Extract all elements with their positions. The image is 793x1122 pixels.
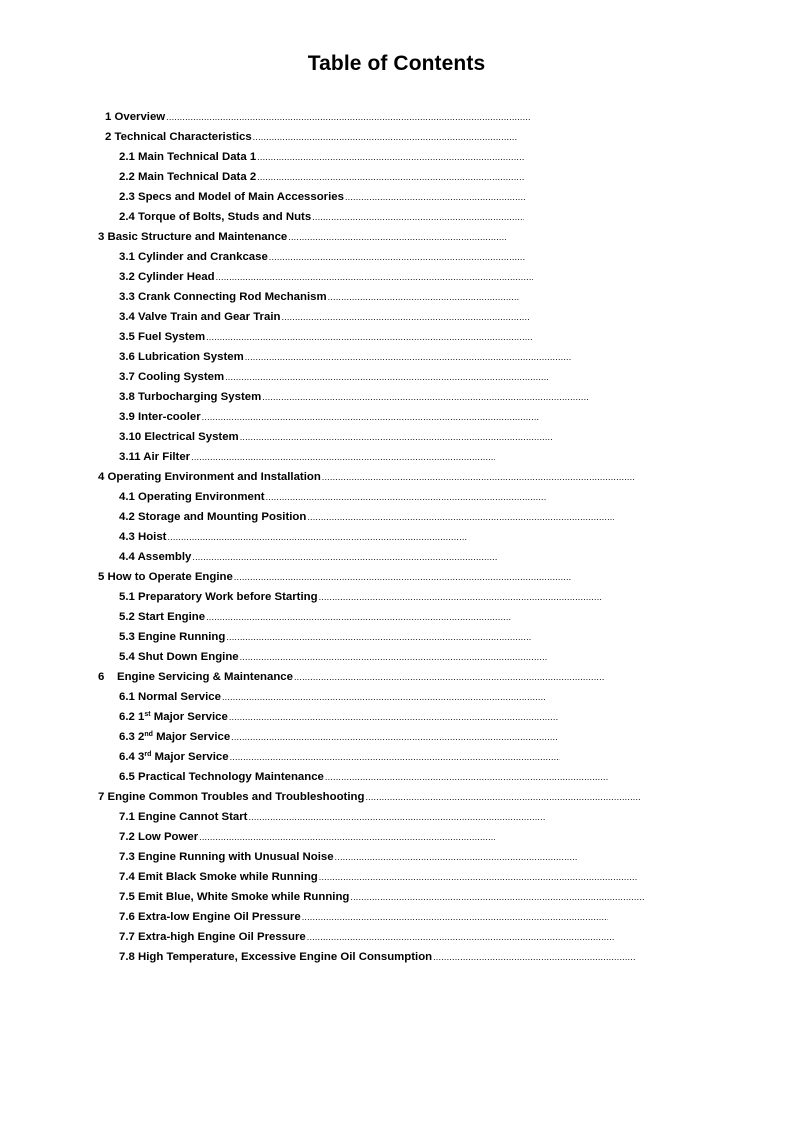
toc-entry[interactable]	[119, 427, 552, 447]
toc-entry-label	[119, 547, 191, 567]
toc-entry-text: 7.4 Emit Black Smoke while Running	[119, 871, 318, 883]
toc-entry-text: 3.8 Turbocharging System	[119, 391, 262, 403]
toc-entry-label	[119, 287, 327, 307]
toc-entry-text: 2.1 Main Technical Data 1	[119, 151, 257, 163]
toc-entry-label	[98, 667, 293, 687]
toc-entry-text: 2.2 Main Technical Data 2	[119, 171, 257, 183]
toc-entry[interactable]	[119, 507, 614, 527]
dot-leader	[245, 347, 571, 367]
toc-entry-label	[119, 827, 198, 847]
toc-entry-text: 2 Technical Characteristics	[105, 131, 252, 143]
dot-leader	[294, 667, 604, 687]
dot-leader	[328, 287, 519, 307]
toc-entry-text-rest: Major Service	[152, 731, 231, 743]
toc-entry-text: 5.2 Start Engine	[119, 611, 206, 623]
dot-leader	[312, 207, 524, 227]
toc-entry[interactable]	[119, 407, 539, 427]
toc-entry-text: 3.4 Valve Train and Gear Train	[119, 311, 281, 323]
dot-leader	[319, 867, 637, 887]
toc-entry[interactable]	[119, 767, 609, 787]
toc-entry[interactable]	[119, 947, 636, 967]
toc-entry-text: 6.1 Normal Service	[119, 691, 221, 703]
toc-entry-text: 4.3 Hoist	[119, 531, 167, 543]
toc-entry-label	[119, 807, 247, 827]
toc-entry-text: 3.11 Air Filter	[119, 451, 191, 463]
toc-entry-text: 7.2 Low Power	[119, 831, 199, 843]
dot-leader	[262, 387, 588, 407]
toc-entry-text: 7.7 Extra-high Engine Oil Pressure	[119, 931, 306, 943]
dot-leader	[325, 767, 609, 787]
toc-entry-label	[119, 607, 205, 627]
toc-entry-text: 6.3 2	[119, 731, 145, 743]
toc-entry[interactable]	[119, 327, 533, 347]
toc-entry-label	[119, 767, 324, 787]
dot-leader	[350, 887, 644, 907]
toc-entry-label	[119, 187, 344, 207]
toc-entry-label	[119, 347, 244, 367]
dot-leader	[253, 127, 517, 147]
toc-entry-label	[105, 127, 252, 147]
toc-entry-text: 6 Engine Servicing & Maintenance	[98, 671, 293, 683]
toc-entry-label	[98, 227, 287, 247]
toc-entry-text: 3.5 Fuel System	[119, 331, 206, 343]
dot-leader	[240, 647, 547, 667]
toc-entry-label	[119, 427, 239, 447]
toc-entry-text: 3.10 Electrical System	[119, 431, 239, 443]
toc-entry-label	[119, 527, 166, 547]
toc-entry-text: 4.1 Operating Environment	[119, 491, 265, 503]
toc-entry[interactable]	[119, 727, 558, 747]
toc-entry-text: 7.6 Extra-low Engine Oil Pressure	[119, 911, 301, 923]
dot-leader	[281, 307, 530, 327]
toc-entry[interactable]	[119, 387, 588, 407]
toc-entry[interactable]	[119, 587, 602, 607]
dot-leader	[202, 407, 539, 427]
toc-entry-text: 7.1 Engine Cannot Start	[119, 811, 248, 823]
toc-entry[interactable]	[119, 887, 644, 907]
dot-leader	[302, 907, 608, 927]
toc-entry-text: 5 How to Operate Engine	[98, 571, 233, 583]
dot-leader	[225, 367, 548, 387]
toc-entry[interactable]	[119, 207, 524, 227]
toc-entry[interactable]	[119, 147, 525, 167]
ordinal-suffix: st	[144, 711, 151, 718]
ordinal-suffix: rd	[144, 751, 152, 758]
toc-entry-text-rest: Major Service	[151, 751, 229, 763]
toc-entry-label	[119, 367, 224, 387]
toc-entry-text: 5.1 Preparatory Work before Starting	[119, 591, 318, 603]
toc-entry[interactable]	[119, 487, 546, 507]
toc-entry-label	[119, 707, 228, 727]
ordinal-suffix: nd	[144, 731, 153, 738]
toc-entry[interactable]	[119, 187, 526, 207]
toc-entry[interactable]	[119, 707, 558, 727]
dot-leader	[167, 527, 468, 547]
toc-entry[interactable]	[119, 627, 531, 647]
dot-leader	[166, 107, 531, 127]
toc-entry[interactable]	[119, 247, 526, 267]
toc-entry-text: 6.5 Practical Technology Maintenance	[119, 771, 324, 783]
dot-leader	[206, 327, 533, 347]
toc-entry-text: 4.4 Assembly	[119, 551, 192, 563]
toc-entry[interactable]	[119, 827, 495, 847]
toc-entry[interactable]	[119, 287, 519, 307]
toc-entry[interactable]	[119, 267, 533, 287]
dot-leader	[433, 947, 636, 967]
toc-entry-label	[98, 467, 321, 487]
toc-entry-label	[98, 567, 233, 587]
toc-entry[interactable]	[98, 467, 635, 487]
dot-leader	[319, 587, 602, 607]
toc-entry[interactable]	[119, 907, 608, 927]
dot-leader	[257, 147, 525, 167]
toc-entry[interactable]	[119, 447, 495, 467]
dot-leader	[240, 427, 552, 447]
dot-leader	[226, 627, 531, 647]
toc-entry[interactable]	[105, 107, 531, 127]
toc-entry-text: 3.7 Cooling System	[119, 371, 225, 383]
toc-entry-label	[119, 487, 265, 507]
toc-entry[interactable]	[119, 807, 546, 827]
toc-entry-text: 7.8 High Temperature, Excessive Engine Oil Consumption	[119, 951, 433, 963]
toc-entry[interactable]	[98, 787, 640, 807]
toc-entry-text: 7 Engine Common Troubles and Troubleshooting	[98, 791, 365, 803]
dot-leader	[307, 507, 614, 527]
page-title: Table of Contents	[307, 52, 486, 75]
dot-leader	[222, 687, 546, 707]
dot-leader	[230, 747, 560, 767]
toc-entry-text: 2.3 Specs and Model of Main Accessories	[119, 191, 344, 203]
toc-entry-label	[119, 307, 280, 327]
toc-entry-label	[119, 267, 215, 287]
toc-entry[interactable]	[119, 547, 497, 567]
dot-leader	[365, 787, 640, 807]
toc-entry-text-rest: Major Service	[150, 711, 228, 723]
toc-entry-label	[119, 387, 261, 407]
toc-entry-text: 5.3 Engine Running	[119, 631, 226, 643]
toc-entry-label	[119, 687, 221, 707]
toc-entry-text: 6.2 1	[119, 711, 145, 723]
dot-leader	[322, 467, 635, 487]
toc-entry-text: 3.1 Cylinder and Crankcase	[119, 251, 268, 263]
toc-entry[interactable]	[98, 227, 506, 247]
toc-entry-label	[119, 887, 349, 907]
dot-leader	[288, 227, 506, 247]
dot-leader	[231, 727, 558, 747]
toc-entry-label	[119, 727, 230, 747]
dot-leader	[307, 927, 615, 947]
toc-entry-text: 7.5 Emit Blue, White Smoke while Running	[119, 891, 350, 903]
toc-entry-label	[119, 507, 306, 527]
dot-leader	[216, 267, 533, 287]
toc-entry-label	[119, 747, 229, 767]
toc-entry-text: 1 Overview	[105, 111, 166, 123]
toc-entry-label	[119, 947, 432, 967]
dot-leader	[206, 607, 512, 627]
toc-entry[interactable]	[105, 127, 517, 147]
toc-entry-text: 4.2 Storage and Mounting Position	[119, 511, 307, 523]
toc-entry[interactable]	[119, 167, 525, 187]
toc-entry[interactable]	[119, 747, 560, 767]
toc-entry-label	[119, 587, 318, 607]
toc-entry-label	[119, 247, 268, 267]
toc-entry-label	[119, 867, 318, 887]
toc-entry-label	[119, 847, 334, 867]
toc-entry[interactable]	[98, 667, 604, 687]
toc-entry[interactable]	[119, 847, 578, 867]
dot-leader	[199, 827, 495, 847]
toc-entry-label	[119, 327, 205, 347]
dot-leader	[266, 487, 546, 507]
toc-entry[interactable]	[98, 567, 571, 587]
toc-entry-label	[119, 207, 311, 227]
toc-entry-text: 6.4 3	[119, 751, 145, 763]
dot-leader	[229, 707, 558, 727]
toc-entry-text: 3.9 Inter-cooler	[119, 411, 201, 423]
toc-entry-label	[98, 787, 364, 807]
toc-entry-text: 3 Basic Structure and Maintenance	[98, 231, 288, 243]
dot-leader	[345, 187, 526, 207]
dot-leader	[192, 547, 497, 567]
dot-leader	[335, 847, 578, 867]
toc-entry-label	[105, 107, 165, 127]
toc-entry-label	[119, 407, 201, 427]
toc-entry[interactable]	[119, 647, 547, 667]
toc-entry[interactable]	[119, 687, 546, 707]
toc-entry-label	[119, 927, 306, 947]
dot-leader	[234, 567, 571, 587]
toc-entry-text: 3.2 Cylinder Head	[119, 271, 215, 283]
dot-leader	[257, 167, 525, 187]
dot-leader	[269, 247, 526, 267]
toc-entry-text: 4 Operating Environment and Installation	[98, 471, 321, 483]
toc-entry-text: 3.3 Crank Connecting Rod Mechanism	[119, 291, 327, 303]
toc-entry[interactable]	[119, 607, 512, 627]
toc-entry-label	[119, 167, 256, 187]
toc-entry-text: 3.6 Lubrication System	[119, 351, 244, 363]
toc-entry-label	[119, 907, 301, 927]
toc-entry[interactable]	[119, 867, 637, 887]
toc-entry[interactable]	[119, 527, 468, 547]
toc-entry-label	[119, 447, 190, 467]
toc-entry[interactable]	[119, 367, 548, 387]
toc-entry[interactable]	[119, 927, 615, 947]
toc-entry[interactable]	[119, 347, 571, 367]
toc-entry-text: 7.3 Engine Running with Unusual Noise	[119, 851, 334, 863]
toc-entry[interactable]	[119, 307, 530, 327]
dot-leader	[248, 807, 546, 827]
toc-entry-text: 2.4 Torque of Bolts, Studs and Nuts	[119, 211, 312, 223]
toc-entry-text: 5.4 Shut Down Engine	[119, 651, 239, 663]
dot-leader	[191, 447, 495, 467]
toc-entry-label	[119, 147, 256, 167]
toc-entry-label	[119, 627, 225, 647]
toc-entry-label	[119, 647, 239, 667]
